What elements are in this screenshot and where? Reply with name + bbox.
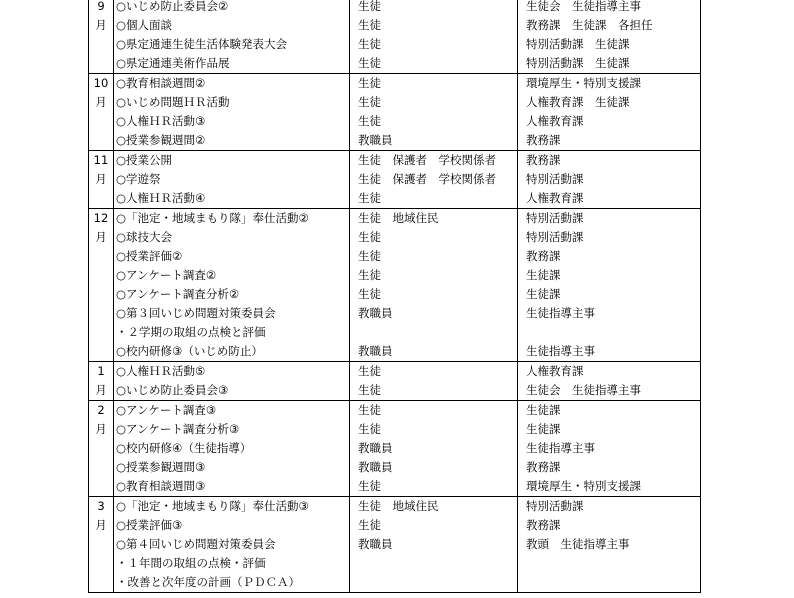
target-item: 生徒 [358, 37, 381, 51]
target-item: 生徒 [358, 230, 381, 244]
month-section-row [89, 0, 701, 74]
month-label: 月 [95, 172, 107, 186]
owner-item: 教務課 [526, 460, 561, 474]
owner-cell [518, 74, 701, 151]
month-label: 9 [97, 0, 105, 13]
event-item: ○球技大会 [116, 230, 173, 244]
month-cell [89, 74, 114, 151]
event-item: ○アンケート調査② [116, 268, 217, 282]
owner-cell [518, 497, 701, 593]
target-item: 生徒 [358, 191, 381, 205]
target-item [350, 323, 517, 342]
event-item: ○アンケート調査分析② [116, 287, 240, 301]
target-item: 生徒 [358, 403, 381, 417]
event-item: ○「池定・地域まもり隊」奉仕活動③ [116, 499, 309, 513]
target-item: 教職員 [358, 344, 393, 358]
event-item: ○いじめ防止委員会③ [116, 383, 229, 397]
owner-item: 生徒会 生徒指導主事 [526, 383, 641, 397]
target-item: 生徒 [358, 76, 381, 90]
owner-item: 教務課 [526, 249, 561, 263]
target-item: 生徒 保護者 学校関係者 [358, 172, 496, 186]
target-cell [350, 497, 518, 593]
event-item: ○校内研修③（いじめ防止） [116, 344, 263, 358]
month-label: 月 [95, 95, 107, 109]
event-item: ○教育相談週間② [116, 76, 206, 90]
event-item: ・２学期の取組の点検と評価 [116, 325, 266, 339]
month-label: 11 [93, 153, 109, 167]
event-item: ○授業評価③ [116, 518, 183, 532]
month-section-row [89, 401, 701, 497]
target-item: 生徒 [358, 0, 381, 13]
target-item: 生徒 [358, 56, 381, 70]
event-cell [114, 497, 350, 593]
owner-item: 生徒課 [526, 287, 561, 301]
owner-item: 人権教育課 [526, 364, 584, 378]
owner-item: 生徒課 [526, 403, 561, 417]
target-item [350, 573, 517, 592]
month-cell [89, 497, 114, 593]
event-cell [114, 151, 350, 209]
owner-item: 特別活動課 [526, 499, 584, 513]
target-cell [350, 151, 518, 209]
month-section-row [89, 497, 701, 593]
owner-item [518, 573, 700, 592]
month-cell [89, 151, 114, 209]
target-item: 生徒 [358, 422, 381, 436]
target-cell [350, 401, 518, 497]
owner-item: 生徒課 [526, 422, 561, 436]
event-item: ○学遊祭 [116, 172, 161, 186]
event-item: ○校内研修④（生徒指導） [116, 441, 252, 455]
target-cell [350, 209, 518, 362]
month-section-row [89, 74, 701, 151]
owner-item: 教頭 生徒指導主事 [526, 537, 630, 551]
owner-item [518, 554, 700, 573]
month-label: 月 [95, 18, 107, 32]
owner-item: 特別活動課 生徒課 [526, 37, 630, 51]
owner-item: 人権教育課 [526, 191, 584, 205]
owner-cell [518, 209, 701, 362]
owner-item: 生徒指導主事 [526, 344, 595, 358]
owner-item: 人権教育課 [526, 114, 584, 128]
month-cell [89, 0, 114, 74]
month-label: 月 [95, 383, 107, 397]
month-label: 月 [95, 230, 107, 244]
target-item: 生徒 [358, 518, 381, 532]
target-item: 生徒 [358, 114, 381, 128]
target-item: 生徒 [358, 95, 381, 109]
target-item: 生徒 [358, 287, 381, 301]
month-section-row [89, 209, 701, 362]
target-cell [350, 74, 518, 151]
owner-item [518, 323, 700, 342]
owner-cell [518, 0, 701, 74]
month-cell [89, 401, 114, 497]
owner-item: 生徒会 生徒指導主事 [526, 0, 641, 13]
target-item: 生徒 [358, 268, 381, 282]
event-item: ○第４回いじめ問題対策委員会 [116, 537, 276, 551]
target-item: 教職員 [358, 133, 393, 147]
month-label: 月 [95, 422, 107, 436]
month-label: 12 [93, 211, 109, 225]
owner-cell [518, 362, 701, 401]
target-item: 生徒 地域住民 [358, 499, 439, 513]
month-section-row [89, 362, 701, 401]
event-cell [114, 209, 350, 362]
event-cell [114, 401, 350, 497]
plan-table-body [89, 0, 701, 593]
event-item: ○授業評価② [116, 249, 183, 263]
owner-item: 教務課 [526, 133, 561, 147]
event-item: ○授業参観週間② [116, 133, 206, 147]
event-item: ○県定通連生徒生活体験発表大会 [116, 37, 288, 51]
event-item: ○人権ＨＲ活動④ [116, 191, 206, 205]
event-item: ○授業参観週間③ [116, 460, 206, 474]
month-label: 10 [93, 76, 109, 90]
owner-item: 特別活動課 生徒課 [526, 56, 630, 70]
owner-item: 環境厚生・特別支援課 [526, 76, 641, 90]
owner-item: 特別活動課 [526, 211, 584, 225]
owner-item: 人権教育課 生徒課 [526, 95, 630, 109]
owner-cell [518, 151, 701, 209]
month-label: 月 [95, 518, 107, 532]
target-item: 教職員 [358, 460, 393, 474]
owner-item: 生徒指導主事 [526, 441, 595, 455]
event-item: ・改善と次年度の計画（ＰＤＣＡ） [116, 575, 300, 589]
month-label: 3 [97, 499, 105, 513]
event-item: ○「池定・地域まもり隊」奉仕活動② [116, 211, 309, 225]
month-cell [89, 362, 114, 401]
target-cell [350, 0, 518, 74]
target-item: 生徒 [358, 18, 381, 32]
owner-item: 教務課 生徒課 各担任 [526, 18, 653, 32]
target-item: 生徒 [358, 479, 381, 493]
event-item: ○いじめ問題ＨＲ活動 [116, 95, 230, 109]
owner-item: 生徒指導主事 [526, 306, 595, 320]
month-label: 1 [97, 364, 105, 378]
event-cell [114, 0, 350, 74]
target-cell [350, 362, 518, 401]
event-item: ○授業公開 [116, 153, 173, 167]
owner-cell [518, 401, 701, 497]
event-item: ・１年間の取組の点検・評価 [116, 556, 266, 570]
target-item: 生徒 保護者 学校関係者 [358, 153, 496, 167]
target-item: 生徒 [358, 383, 381, 397]
annual-plan-table [88, 0, 701, 593]
event-item: ○第３回いじめ問題対策委員会 [116, 306, 276, 320]
owner-item: 生徒課 [526, 268, 561, 282]
event-item: ○人権ＨＲ活動⑤ [116, 364, 206, 378]
event-item: ○県定通連美術作品展 [116, 56, 230, 70]
owner-item: 教務課 [526, 518, 561, 532]
month-section-row [89, 151, 701, 209]
event-item: ○個人面談 [116, 18, 173, 32]
target-item: 生徒 [358, 364, 381, 378]
event-item: ○いじめ防止委員会② [116, 0, 229, 13]
event-item: ○アンケート調査③ [116, 403, 217, 417]
owner-item: 特別活動課 [526, 230, 584, 244]
target-item [350, 554, 517, 573]
month-cell [89, 209, 114, 362]
target-item: 生徒 [358, 249, 381, 263]
event-item: ○人権ＨＲ活動③ [116, 114, 206, 128]
target-item: 生徒 地域住民 [358, 211, 439, 225]
owner-item: 環境厚生・特別支援課 [526, 479, 641, 493]
event-cell [114, 362, 350, 401]
owner-item: 特別活動課 [526, 172, 584, 186]
target-item: 教職員 [358, 306, 393, 320]
event-cell [114, 74, 350, 151]
event-item: ○教育相談週間③ [116, 479, 206, 493]
event-item: ○アンケート調査分析③ [116, 422, 240, 436]
target-item: 教職員 [358, 441, 393, 455]
owner-item: 教務課 [526, 153, 561, 167]
target-item: 教職員 [358, 537, 393, 551]
month-label: 2 [97, 403, 105, 417]
